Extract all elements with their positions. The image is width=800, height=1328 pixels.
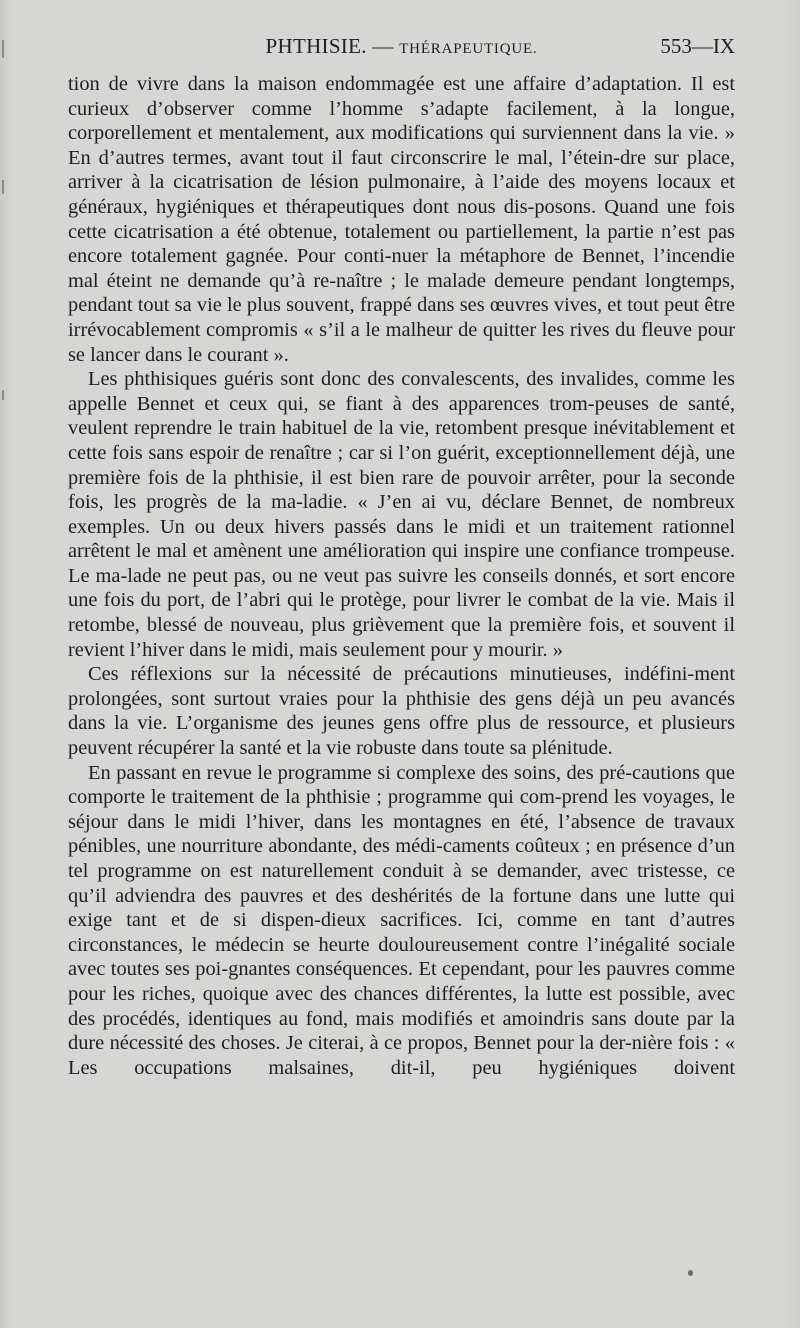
paragraph: En passant en revue le programme si complexe des soins, des pré-cautions que comporte le traitement de la phthisie ; programme qui com-prend les voyages, le séjour dans le midi l’hiver, dans les montagnes en été, l’absence de travaux pénibles, une nourriture abondante, des médi-caments coûteux ; en présence d’un tel programme on est naturellement conduit à se demander, avec tristesse, ce qu’il adviendra des pauvres et des deshérités de la fortune dans une lutte qui exige tant et de si dispen-dieux sacrifices. Ici, comme en tant d’autres circonstances, le médecin se heurte douloureusement contre l’inégalité sociale avec toutes ses poi-gnantes conséquences. Et cependant, pour les pauvres comme pour les riches, quoique avec des chances différentes, la lutte est possible, avec des procédés, identiques au fond, mais modifiés et amoindris sans doute par la dure nécessité des choses. Je citerai, à ce propos, Bennet pour la der-nière fois : « Les occupations malsaines, dit-il, peu hygiéniques doivent [68, 761, 735, 1079]
header-separator: — [372, 34, 394, 58]
paragraph: Les phthisiques guéris sont donc des convalescents, des invalides, comme les appelle Bennet et ceux qui, se fiant à des apparences trom-peuses de santé, veulent reprendre le train habituel de la vie, retombent presque inévitablement et cette fois sans espoir de renaître ; car si l’on guérit, exceptionnellement déjà, une première fois de la phthisie, il est bien rare de pouvoir arrêter, pour la seconde fois, les progrès de la ma-ladie. « J’en ai vu, déclare Bennet, de nombreux exemples. Un ou deux hivers passés dans le midi et un traitement rationnel arrêtent le mal et amènent une amélioration qui inspire une confiance trompeuse. Le ma-lade ne peut pas, ou ne veut pas suivre les conseils donnés, et sort encore une fois du port, de l’abri qui le protège, pour livrer le combat de la vie. Mais il retombe, blessé de nouveau, plus grièvement que la première fois, et souvent il revient l’hiver dans le midi, mais seulement pour y mourir. » [68, 368, 735, 661]
running-header [68, 34, 735, 64]
body-text [68, 72, 735, 1080]
header-subtitle: THÉRAPEUTIQUE. [399, 41, 538, 57]
page-number: 553—IX [660, 34, 735, 58]
header-title: PHTHISIE. [265, 34, 367, 58]
paragraph: tion de vivre dans la maison endommagée est une affaire d’adaptation. Il est curieux d’observer comme l’homme s’adapte facilement, à la longue, corporellement et mentalement, aux modifications qui surviennent dans la vie. » En d’autres termes, avant tout il faut circonscrire le mal, l’étein-dre sur place, arriver à la cicatrisation de lésion pulmonaire, à l’aide des moyens locaux et généraux, hygiéniques et thérapeutiques dont nous dis-posons. Quand une fois cette cicatrisation a été obtenue, totalement ou partiellement, la partie n’est pas encore totalement gagnée. Pour conti-nuer la métaphore de Bennet, l’incendie mal éteint ne demande qu’à re-naître ; le malade demeure pendant longtemps, pendant tout sa vie le plus souvent, frappé dans ses œuvres vives, et tout peut être irrévocablement compromis « s’il a le malheur de quitter les rives du fleuve pour se lancer dans le courant ». [68, 73, 735, 366]
ink-spot [688, 1270, 693, 1276]
page-edge-mark [2, 390, 4, 400]
running-title [68, 34, 735, 59]
page-edge-mark [2, 40, 4, 58]
page-edge-mark [2, 180, 4, 194]
paragraph: Ces réflexions sur la nécessité de précautions minutieuses, indéfini-ment prolongées, sont surtout vraies pour la phthisie des gens déjà un peu avancés dans la vie. L’organisme des jeunes gens offre plus de ressource, et plusieurs peuvent récupérer la santé et la vie robuste dans toute sa plénitude. [68, 663, 735, 760]
